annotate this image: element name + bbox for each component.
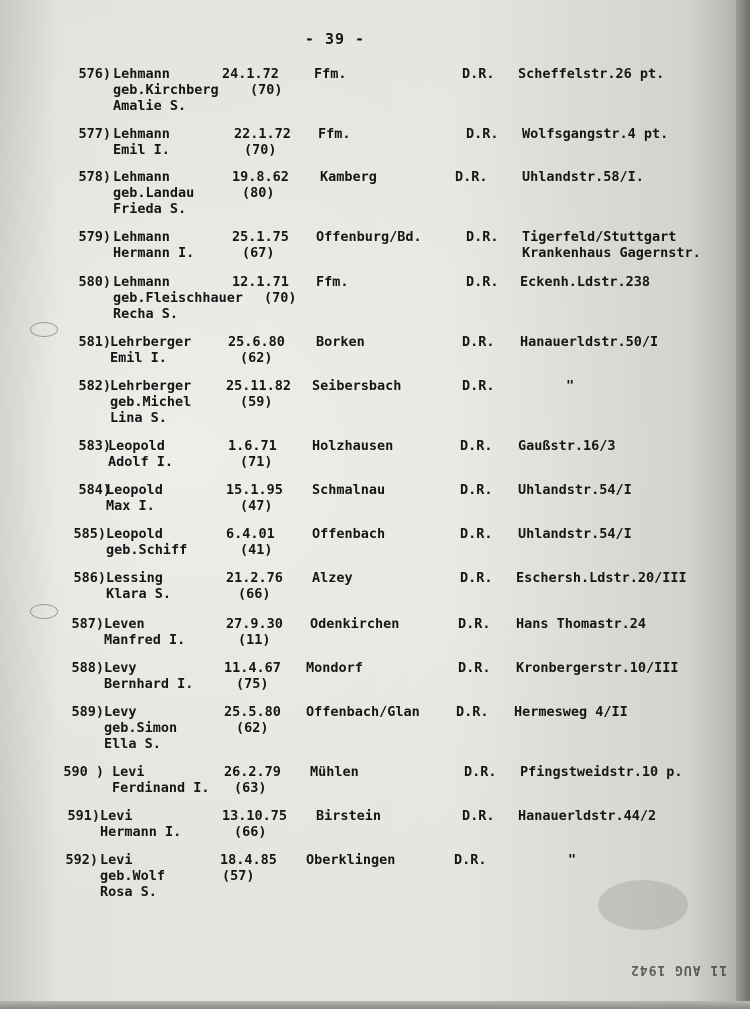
entry-age: (62) — [236, 720, 269, 736]
entry-surname: Lehrberger — [110, 334, 192, 350]
entry-birthplace: Mühlen — [310, 764, 359, 780]
entry-birthplace: Borken — [316, 334, 365, 350]
entry-birthplace: Birstein — [316, 808, 382, 824]
entry-surname: Leopold — [106, 482, 163, 498]
entry-name-line-2: geb.Landau — [113, 185, 195, 201]
entry-birth-date: 24.1.72 — [222, 66, 279, 82]
entry-surname: Lehmann — [113, 229, 170, 245]
entry-birth-date: 26.2.79 — [224, 764, 281, 780]
entry-name-line-2: Bernhard I. — [104, 676, 194, 692]
entry-address: Eckenh.Ldstr.238 — [520, 274, 651, 290]
entry-number: 587) — [71, 616, 104, 632]
entry-name-line-2: geb.Wolf — [100, 868, 166, 884]
entry-name-line-3: Rosa S. — [100, 884, 157, 900]
entry-number: 577) — [78, 126, 111, 142]
entry-surname: Leven — [104, 616, 145, 632]
entry-birth-date: 15.1.95 — [226, 482, 283, 498]
entry-nationality: D.R. — [464, 764, 497, 780]
entry-birthplace: Schmalnau — [312, 482, 386, 498]
entry-birth-date: 25.5.80 — [224, 704, 281, 720]
entry-name-line-3: Recha S. — [113, 306, 179, 322]
entry-address-ditto: " — [566, 378, 575, 394]
entry-surname: Lehrberger — [110, 378, 192, 394]
entry-surname: Levi — [100, 808, 133, 824]
entry-address: Uhlandstr.54/I — [518, 482, 632, 498]
entry-age: (66) — [234, 824, 267, 840]
entry-surname: Leopold — [108, 438, 165, 454]
entry-name-line-3: Frieda S. — [113, 201, 187, 217]
entry-surname: Lehmann — [113, 66, 170, 82]
entry-address: Eschersh.Ldstr.20/III — [516, 570, 687, 586]
entry-age: (66) — [238, 586, 271, 602]
entry-nationality: D.R. — [460, 526, 493, 542]
entry-birth-date: 19.8.62 — [232, 169, 289, 185]
entry-name-line-3: Lina S. — [110, 410, 167, 426]
entry-number: 588) — [71, 660, 104, 676]
entry-name-line-2: Adolf I. — [108, 454, 174, 470]
entry-nationality: D.R. — [466, 229, 499, 245]
entry-address: Hermesweg 4/II — [514, 704, 628, 720]
entry-birthplace: Offenbach/Glan — [306, 704, 420, 720]
entry-age: (70) — [244, 142, 277, 158]
entry-age: (75) — [236, 676, 269, 692]
entry-age: (47) — [240, 498, 273, 514]
entry-number: 584) — [78, 482, 111, 498]
entry-name-line-2: geb.Simon — [104, 720, 178, 736]
entry-birth-date: 21.2.76 — [226, 570, 283, 586]
entry-number: 592) — [65, 852, 98, 868]
scan-edge-right — [736, 0, 750, 1009]
entry-age: (71) — [240, 454, 273, 470]
entry-surname: Lehmann — [113, 169, 170, 185]
entry-birthplace: Odenkirchen — [310, 616, 400, 632]
entry-address: Hans Thomastr.24 — [516, 616, 647, 632]
entry-surname: Levi — [100, 852, 133, 868]
entry-name-line-2: Klara S. — [106, 586, 172, 602]
entry-number: 585) — [73, 526, 106, 542]
entry-name-line-2: geb.Kirchberg — [113, 82, 219, 98]
page-number: - 39 - — [304, 30, 366, 48]
entry-address: Kronbergerstr.10/III — [516, 660, 679, 676]
entry-number: 586) — [73, 570, 106, 586]
entry-number: 579) — [78, 229, 111, 245]
entry-age: (63) — [234, 780, 267, 796]
entry-birth-date: 25.6.80 — [228, 334, 285, 350]
entry-surname: Levy — [104, 660, 137, 676]
entry-address: Pfingstweidstr.10 p. — [520, 764, 683, 780]
entry-birth-date: 1.6.71 — [228, 438, 277, 454]
entry-surname: Lessing — [106, 570, 163, 586]
date-stamp: 11 AUG 1942 — [630, 962, 728, 977]
entry-name-line-2: Ferdinand I. — [112, 780, 210, 796]
entry-nationality: D.R. — [456, 704, 489, 720]
entry-number: 583) — [78, 438, 111, 454]
entry-name-line-2: Manfred I. — [104, 632, 186, 648]
entry-birthplace: Mondorf — [306, 660, 363, 676]
entry-birthplace: Holzhausen — [312, 438, 394, 454]
entry-address-ditto: " — [568, 852, 577, 868]
entry-birth-date: 22.1.72 — [234, 126, 291, 142]
entry-nationality: D.R. — [460, 570, 493, 586]
entry-number: 578) — [78, 169, 111, 185]
entry-address: Scheffelstr.26 pt. — [518, 66, 665, 82]
entry-age: (62) — [240, 350, 273, 366]
entry-birthplace: Ffm. — [314, 66, 347, 82]
entry-nationality: D.R. — [454, 852, 487, 868]
ink-blot — [598, 880, 688, 930]
entry-birthplace: Ffm. — [318, 126, 351, 142]
entry-address: Hanauerldstr.50/I — [520, 334, 659, 350]
entry-nationality: D.R. — [462, 378, 495, 394]
entry-birthplace: Ffm. — [316, 274, 349, 290]
entry-age: (57) — [222, 868, 255, 884]
entry-age: (11) — [238, 632, 271, 648]
entry-name-line-2: Emil I. — [110, 350, 167, 366]
entry-age: (70) — [250, 82, 283, 98]
entry-name-line-2: Emil I. — [113, 142, 170, 158]
entry-nationality: D.R. — [458, 616, 491, 632]
entry-birthplace: Seibersbach — [312, 378, 402, 394]
entry-name-line-3: Amalie S. — [113, 98, 187, 114]
entry-nationality: D.R. — [460, 482, 493, 498]
entry-nationality: D.R. — [460, 438, 493, 454]
entry-name-line-2: Hermann I. — [113, 245, 195, 261]
entry-birth-date: 25.1.75 — [232, 229, 289, 245]
entry-address: Uhlandstr.54/I — [518, 526, 632, 542]
entry-address: Hanauerldstr.44/2 — [518, 808, 657, 824]
entry-number: 580) — [78, 274, 111, 290]
entry-number: 590 ) — [63, 764, 104, 780]
entry-birthplace: Offenburg/Bd. — [316, 229, 422, 245]
entry-number: 582) — [78, 378, 111, 394]
entry-nationality: D.R. — [466, 126, 499, 142]
entry-nationality: D.R. — [458, 660, 491, 676]
entry-surname: Levy — [104, 704, 137, 720]
entry-birth-date: 18.4.85 — [220, 852, 277, 868]
entry-age: (80) — [242, 185, 275, 201]
entry-name-line-3: Ella S. — [104, 736, 161, 752]
entry-birth-date: 27.9.30 — [226, 616, 283, 632]
entry-age: (59) — [240, 394, 273, 410]
entry-number: 581) — [78, 334, 111, 350]
entry-birthplace: Alzey — [312, 570, 353, 586]
entry-number: 576) — [78, 66, 111, 82]
entry-surname: Levi — [112, 764, 145, 780]
entry-address: Wolfsgangstr.4 pt. — [522, 126, 669, 142]
entry-number: 589) — [71, 704, 104, 720]
entry-address: Tigerfeld/Stuttgart — [522, 229, 677, 245]
entry-nationality: D.R. — [462, 334, 495, 350]
entry-number: 591) — [67, 808, 100, 824]
entry-birthplace: Kamberg — [320, 169, 377, 185]
entry-address-line-2: Krankenhaus Gagernstr. — [522, 245, 701, 261]
entry-birth-date: 13.10.75 — [222, 808, 288, 824]
entry-address: Gaußstr.16/3 — [518, 438, 616, 454]
entry-age: (70) — [264, 290, 297, 306]
entry-nationality: D.R. — [462, 808, 495, 824]
punch-hole-mark — [30, 322, 58, 337]
entry-address: Uhlandstr.58/I. — [522, 169, 644, 185]
entry-nationality: D.R. — [466, 274, 499, 290]
entry-name-line-2: geb.Michel — [110, 394, 192, 410]
entry-name-line-2: geb.Schiff — [106, 542, 188, 558]
entry-age: (41) — [240, 542, 273, 558]
entry-birth-date: 11.4.67 — [224, 660, 281, 676]
entry-birth-date: 12.1.71 — [232, 274, 289, 290]
entry-nationality: D.R. — [455, 169, 488, 185]
entry-birthplace: Oberklingen — [306, 852, 396, 868]
entry-surname: Lehmann — [113, 126, 170, 142]
entry-birth-date: 6.4.01 — [226, 526, 275, 542]
entry-name-line-2: Max I. — [106, 498, 155, 514]
entry-birthplace: Offenbach — [312, 526, 386, 542]
entry-name-line-2: Hermann I. — [100, 824, 182, 840]
entry-surname: Lehmann — [113, 274, 170, 290]
entry-nationality: D.R. — [462, 66, 495, 82]
scan-edge-bottom — [0, 1001, 750, 1009]
entry-surname: Leopold — [106, 526, 163, 542]
entry-name-line-2: geb.Fleischhauer — [113, 290, 244, 306]
entry-age: (67) — [242, 245, 275, 261]
entry-birth-date: 25.11.82 — [226, 378, 292, 394]
